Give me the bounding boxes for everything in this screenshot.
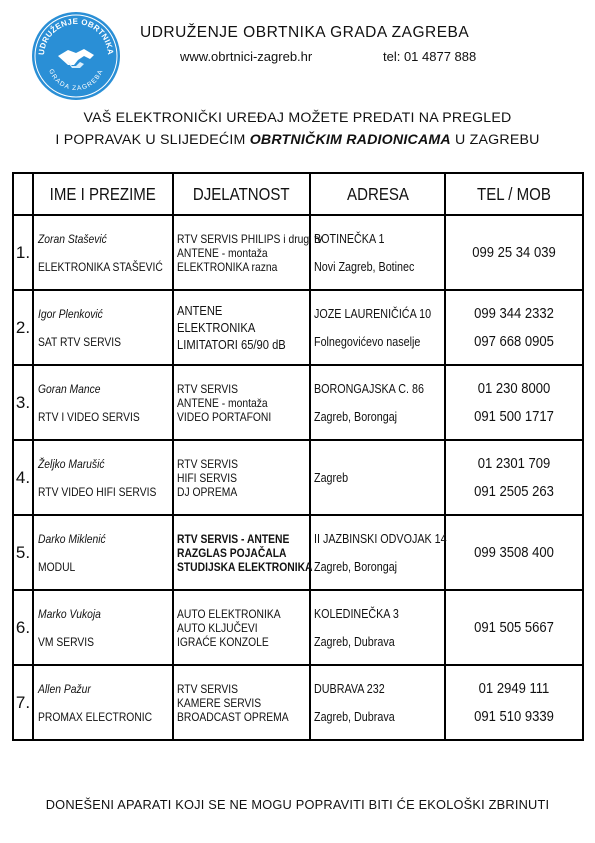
address-cell xyxy=(310,590,445,665)
business-name: MODUL xyxy=(38,559,76,574)
activity-line: HIFI SERVIS xyxy=(177,470,238,485)
intro-line-1: VAŠ ELEKTRONIČKI UREĐAJ MOŽETE PREDATI NA PREGLED xyxy=(83,110,512,126)
address-line: BORONGAJSKA C. 86 xyxy=(314,381,424,396)
row-number: 4. xyxy=(13,440,33,515)
phone-number: 099 344 2332 xyxy=(474,305,554,322)
table-row xyxy=(13,590,583,665)
workshops-table xyxy=(12,172,584,741)
activity-line: RAZGLAS POJAČALA xyxy=(177,545,287,560)
phone-cell xyxy=(445,515,583,590)
phone-cell xyxy=(445,590,583,665)
address-cell xyxy=(310,665,445,740)
name-cell xyxy=(33,590,173,665)
address-cell xyxy=(310,440,445,515)
row-number: 1. xyxy=(13,215,33,290)
business-name: SAT RTV SERVIS xyxy=(38,334,121,349)
activity-line: LIMITATORI 65/90 dB xyxy=(177,337,286,352)
address-line: Zagreb, Dubrava xyxy=(314,634,395,649)
phone-number: 091 510 9339 xyxy=(474,708,554,725)
address-cell xyxy=(310,215,445,290)
activity-cell xyxy=(173,290,310,365)
address-cell xyxy=(310,515,445,590)
phone-number: 099 25 34 039 xyxy=(472,244,556,261)
address-line: Folnegovićevo naselje xyxy=(314,334,421,349)
header-num xyxy=(13,173,33,215)
activity-line: AUTO KLJUČEVI xyxy=(177,620,258,635)
header-address: ADRESA xyxy=(310,173,445,215)
phone-cell xyxy=(445,215,583,290)
owner-name: Marko Vukoja xyxy=(38,606,101,621)
activity-line: RTV SERVIS PHILIPS i drugi tv xyxy=(177,231,323,246)
activity-line: RTV SERVIS - ANTENE xyxy=(177,531,290,546)
intro-line-2-pre: I POPRAVAK U SLIJEDEĆIM xyxy=(55,132,250,148)
phone-cell xyxy=(445,365,583,440)
address-line: Zagreb, Dubrava xyxy=(314,709,395,724)
address-line: Zagreb, Borongaj xyxy=(314,559,398,574)
name-cell xyxy=(33,215,173,290)
address-line: BOTINEČKA 1 xyxy=(314,231,385,246)
owner-name: Zoran Stašević xyxy=(38,231,107,246)
activity-line: BROADCAST OPREMA xyxy=(177,709,289,724)
org-title: UDRUŽENJE OBRTNIKA GRADA ZAGREBA xyxy=(140,24,470,41)
activity-cell xyxy=(173,215,323,290)
name-cell xyxy=(33,665,173,740)
activity-cell xyxy=(173,590,310,665)
phone-number: 091 500 1717 xyxy=(474,408,554,425)
activity-line: AUTO ELEKTRONIKA xyxy=(177,606,281,621)
phone-number: 01 230 8000 xyxy=(477,380,551,397)
address-line: JOZE LAURENIČIĆA 10 xyxy=(314,306,432,321)
activity-line: DJ OPREMA xyxy=(177,484,238,499)
address-line: Novi Zagreb, Botinec xyxy=(314,259,415,274)
business-name: VM SERVIS xyxy=(38,634,95,649)
phone-cell xyxy=(445,665,583,740)
activity-line: KAMERE SERVIS xyxy=(177,695,262,710)
name-cell xyxy=(33,290,173,365)
name-cell xyxy=(33,365,173,440)
phone-number: 097 668 0905 xyxy=(474,333,554,350)
address-line: KOLEDINEČKA 3 xyxy=(314,606,399,621)
activity-line: RTV SERVIS xyxy=(177,456,238,471)
intro-line-2 xyxy=(0,132,595,148)
table-row xyxy=(13,665,583,740)
activity-cell xyxy=(173,665,310,740)
address-line: Zagreb, Borongaj xyxy=(314,409,398,424)
phone-number: 099 3508 400 xyxy=(474,544,554,561)
activity-cell xyxy=(173,440,310,515)
activity-line: ELEKTRONIKA razna xyxy=(177,259,278,274)
owner-name: Allen Pažur xyxy=(38,681,91,696)
table-row xyxy=(13,365,583,440)
phone-number: 01 2301 709 xyxy=(477,455,551,472)
phone-number: 091 505 5667 xyxy=(474,619,554,636)
activity-line: VIDEO PORTAFONI xyxy=(177,409,272,424)
row-number: 6. xyxy=(13,590,33,665)
header-activity: DJELATNOST xyxy=(173,173,310,215)
logo-bottom-text: GRADA ZAGREBA xyxy=(47,68,105,93)
table-row xyxy=(13,440,583,515)
row-number: 2. xyxy=(13,290,33,365)
activity-line: IGRAĆE KONZOLE xyxy=(177,634,269,649)
activity-line: RTV SERVIS xyxy=(177,681,238,696)
intro-line-2-bold: OBRTNIČKIM RADIONICAMA xyxy=(249,132,451,148)
owner-name: Igor Plenković xyxy=(38,306,103,321)
owner-name: Željko Marušić xyxy=(38,456,105,471)
association-logo xyxy=(30,10,122,102)
intro-line-2-post: U ZAGREBU xyxy=(450,132,540,148)
table-row xyxy=(13,215,583,290)
footer-note: DONEŠENI APARATI KOJI SE NE MOGU POPRAVITI BITI ĆE EKOLOŠKI ZBRINUTI xyxy=(45,797,550,812)
phone-number: 091 2505 263 xyxy=(474,483,554,500)
activity-line: RTV SERVIS xyxy=(177,381,238,396)
activity-line: ELEKTRONIKA xyxy=(177,320,256,335)
header-name: IME I PREZIME xyxy=(33,173,173,215)
owner-name: Goran Mance xyxy=(38,381,101,396)
address-line: II JAZBINSKI ODVOJAK 14 xyxy=(314,531,447,546)
phone-cell xyxy=(445,440,583,515)
activity-line: ANTENE - montaža xyxy=(177,245,268,260)
business-name: PROMAX ELECTRONIC xyxy=(38,709,153,724)
phone-cell xyxy=(445,290,583,365)
org-phone: tel: 01 4877 888 xyxy=(383,49,477,64)
name-cell xyxy=(33,515,173,590)
table-row xyxy=(13,515,583,590)
address-cell xyxy=(310,290,445,365)
logo-top-text: UDRUŽENJE OBRTNIKA xyxy=(36,16,116,56)
activity-cell xyxy=(173,365,310,440)
row-number: 3. xyxy=(13,365,33,440)
row-number: 5. xyxy=(13,515,33,590)
name-cell xyxy=(33,440,173,515)
header-phone: TEL / MOB xyxy=(445,173,583,215)
activity-cell xyxy=(173,515,313,590)
activity-line: ANTENE - montaža xyxy=(177,395,268,410)
activity-line: ANTENE xyxy=(177,303,223,318)
business-name: ELEKTRONIKA STAŠEVIĆ xyxy=(38,259,163,274)
owner-name: Darko Miklenić xyxy=(38,531,106,546)
website-link[interactable]: www.obrtnici-zagreb.hr xyxy=(180,49,313,64)
address-line: Zagreb xyxy=(314,470,349,485)
table-row xyxy=(13,290,583,365)
business-name: RTV I VIDEO SERVIS xyxy=(38,409,140,424)
address-line: DUBRAVA 232 xyxy=(314,681,385,696)
row-number: 7. xyxy=(13,665,33,740)
activity-line: STUDIJSKA ELEKTRONIKA xyxy=(177,559,313,574)
table-header-row xyxy=(13,173,583,215)
business-name: RTV VIDEO HIFI SERVIS xyxy=(38,484,157,499)
address-cell xyxy=(310,365,445,440)
phone-number: 01 2949 111 xyxy=(478,680,550,697)
